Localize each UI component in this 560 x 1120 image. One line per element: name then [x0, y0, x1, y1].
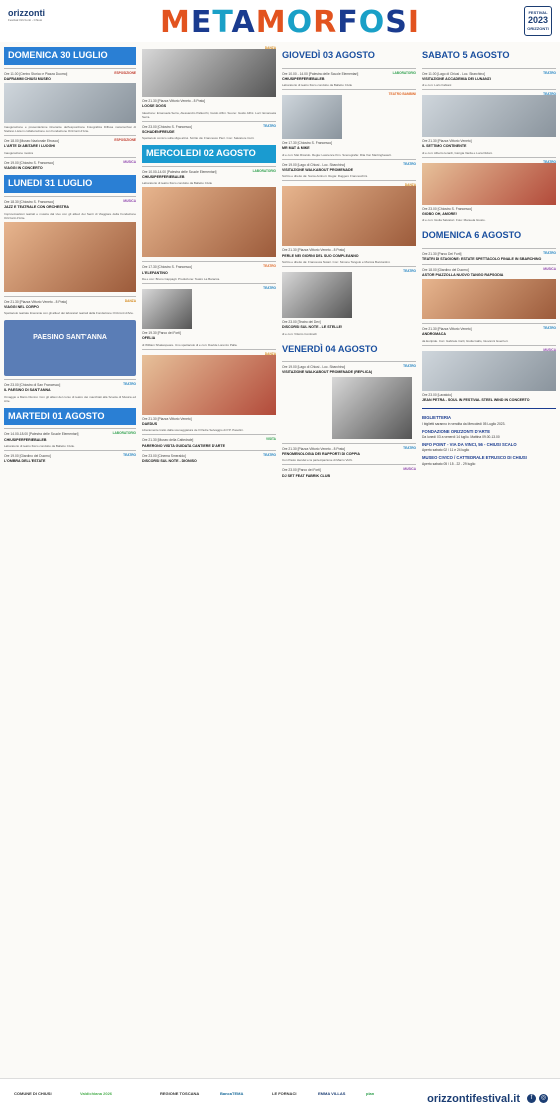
event-title: DAEDUS [142, 421, 158, 426]
event-category: MUSICA [123, 198, 136, 203]
event-photo [142, 355, 276, 415]
ticket-info [422, 408, 556, 465]
day-heading: MARTEDI 01 AGOSTO [4, 408, 136, 426]
event-title: JEAN PETRA - SOUL IN FESTIVAL STEEL WIND IN CONCERTO [422, 397, 530, 402]
event-category: ESPOSIZIONE [114, 70, 136, 75]
sponsor-logo: LE FORNACI [272, 1091, 297, 1096]
event-category: TEATRO BAMBINI [388, 92, 416, 97]
event-meta: Ore 21.30 [Parco Dei Forti] [422, 251, 462, 256]
event-meta: Ore 18.00 [Giardino del Duomo] [422, 267, 469, 272]
event-title: VIAGGI NEL CORPO [4, 304, 39, 309]
event-title: JAZZ E TEATRALE CON ORCHESTRA [4, 205, 70, 210]
event-category: TEATRO [403, 445, 416, 450]
event-description: Spettacolo comico sulla sfiga altrui. Scritto da: Francesco Pieri. Con: Salvatore Cutri. [142, 136, 255, 141]
event-category: ESPOSIZIONE [114, 138, 136, 143]
event-item[interactable] [422, 248, 556, 264]
event-item[interactable] [4, 135, 136, 157]
event-meta: Ore 21.30 [Museo della Cattedrale] [142, 438, 194, 443]
event-category: MUSICA [543, 347, 556, 352]
day-heading: DOMENICA 30 LUGLIO [4, 47, 136, 65]
event-category: MUSICA [543, 266, 556, 271]
event-meta: Ore 23.00 [Parco dei Forti] [282, 468, 321, 473]
ticket-heading: INFO POINT - VIA DA VINCI, 56 - CHIUSI SCALO [422, 442, 517, 448]
event-item[interactable] [4, 428, 136, 450]
event-title: VIAGGI IN CONCERTO [4, 165, 43, 170]
event-description: da Euripide. Con: Gabriele Carli, Giulia Gallo, Giovanni Guerrieri. [422, 338, 509, 343]
event-meta: Ore 21.30 [Piazza Vittorio Veneto - 8 Prato] [282, 248, 346, 253]
event-category: TEATRO [543, 92, 556, 97]
event-item[interactable] [282, 180, 416, 266]
event-title: LOOSE DOGS [142, 104, 167, 109]
event-description: Inaugurazione mostra [4, 150, 34, 155]
website-link[interactable]: orizzontifestival.it [427, 1093, 520, 1105]
event-description: Omaggio a Mario Dionisi. Con gli allievi del corso di teatro dei macchiati alla Scuola di Musica ed Arte. [4, 394, 136, 403]
event-category: TEATRO [543, 70, 556, 75]
festival-badge: FESTIVAL 2023 ORIZZONTI [524, 6, 552, 36]
event-title: PERLE NEI GIORNI DEL SUO COMPLEANNO [282, 253, 359, 258]
event-category: VISITA [265, 437, 276, 442]
event-title: CHIUSIPERFERIEBALEB [282, 76, 325, 81]
event-title: SCHADENFREUDE [142, 129, 175, 134]
event-category: TEATRO [543, 159, 556, 164]
event-description: Ideazione: Emanuela Serra, Alessandro Pallecchi, Guido Alfini. Suono: Guido Alfini. Luci: Emanuela Serra. [142, 110, 276, 119]
event-meta: Ore 10.00 - 14.00 [Palestra delle Scuole Elementari] [282, 71, 359, 76]
event-meta: Ore 21.30 [Piazza Vittorio Veneto - 8 Prato] [142, 99, 206, 103]
ticket-heading: MUSEO CIVICO / CATTEDRALE ETRUSCO DI CHIUSI [422, 455, 527, 461]
event-description: Scritto e diretto da: Francesca Notari. Con: Simone Tangolo e Monica Bucciantini. [282, 260, 391, 265]
event-title: DISCORSI SUL NOTE - DIONISO [142, 459, 197, 464]
sponsor-logo: plan [366, 1091, 375, 1096]
event-meta: Ore 23.00 [Chiostro S. Francesco] [142, 124, 193, 129]
day-heading: MERCOLEDI 02 AGOSTO [142, 145, 276, 163]
event-photo [332, 377, 412, 439]
event-category: TEATRO [263, 264, 276, 269]
event-description: di William Shakespeare. Uno spettacolo di e con: Davide Lorenzo Palla. [142, 342, 238, 347]
event-description: Laboratorio di teatro fisico condotto da Balletto Civile. [4, 444, 75, 449]
event-title: DAFRAMMI CHIUSI MUSEO [4, 76, 51, 81]
event-description: di e con: Vittorio Continelli [282, 331, 317, 336]
event-title: MR MAT & MIKE [282, 146, 310, 151]
event-description: Laboratorio di teatro fisico condotto da Balletto Civile [142, 181, 213, 186]
event-category: MUSICA [123, 159, 136, 164]
day-heading: SABATO 5 AGOSTO [422, 50, 510, 60]
sponsor-logo: COMUNE DI CHIUSI [14, 1091, 52, 1096]
event-title: DISCORSI SUL NOTE - LE STELLE! [282, 325, 343, 330]
event-item[interactable] [282, 68, 416, 90]
event-title: DJ SET FEAT FABRIK CLUB [282, 473, 331, 478]
event-photo [422, 163, 556, 205]
event-description: Scritto e diretto da: Sonia Antinori. Regia: Ruggero Franceschini. [282, 174, 368, 179]
event-category: LABORATORIO [392, 70, 416, 75]
event-category: TEATRO [263, 123, 276, 128]
event-description: Liberamente tratto dalla sceneggiatura de Il Padre Selvaggio di P.P. Pasolini. [142, 428, 244, 433]
event-item[interactable] [142, 283, 276, 349]
event-meta: Ore 19.30 [Parco dei Forti] [142, 331, 181, 336]
event-item[interactable] [142, 121, 276, 143]
event-category: TEATRO [543, 326, 556, 331]
event-category: LABORATORIO [252, 168, 276, 173]
event-item[interactable] [142, 44, 276, 121]
event-title: CHIUSIPERFERIEBALEB [4, 437, 47, 442]
event-photo [422, 279, 556, 319]
event-meta: Ore 23.00 [Chiostro di San Francesco] [4, 383, 61, 388]
event-item[interactable] [142, 261, 276, 283]
column-4 [422, 44, 556, 1074]
event-title: PARERONO VISITA GUIDATA CANTIERE D'ARTE [142, 443, 225, 448]
event-description: di e con: Mat Ricardo. Regia: Lawrence Kim. Scenografie: Rita Von Martinghewelt. [282, 152, 392, 157]
event-item[interactable] [282, 464, 416, 480]
event-item[interactable] [422, 157, 556, 225]
event-photo [4, 222, 136, 292]
event-meta: Ore 23.00 [Cinema Smeraldo] [142, 453, 186, 458]
column-1 [4, 44, 136, 1074]
event-meta: Ore 19.00 [Lago di Chiusi - Loc. Sbarchino] [282, 162, 346, 167]
event-meta: Ore 14.00-18.00 [Palestra delle Scuole Elementari] [4, 432, 79, 437]
event-description: Spettacolo teatrale itinerante con gli allievi dei laboratori teatrali della Fondazione Orizzonti d'Arte. [4, 311, 134, 316]
page-title: METAMORFOSI [160, 5, 420, 40]
event-description: Laboratorio di teatro fisico condotto da Balletto Civile [282, 83, 353, 88]
event-item[interactable] [282, 159, 416, 181]
event-item[interactable] [422, 345, 556, 405]
event-category: DANZA [124, 298, 136, 303]
event-photo [142, 187, 276, 257]
event-description: Inaugurazione e presentazione itinerante dell'esposizione Fotografica Diffusa metamorfosi di Stefano Lista in collaborazione con Fondazione Orizzonti d'Arte. [4, 125, 136, 134]
event-category: DANZA [264, 46, 276, 50]
event-title: IL SETTIMO CONTINENTE [422, 144, 467, 149]
event-meta: Ore 19.00 [Lago di Chiusi - Loc. Sbarchino] [282, 365, 346, 370]
event-item[interactable] [282, 361, 416, 443]
event-meta: Ore 21.30 [Piazza Vittorio Veneto] [142, 416, 192, 421]
event-photo [282, 95, 342, 139]
event-item[interactable] [4, 296, 136, 318]
event-category: TEATRO [263, 286, 276, 291]
event-photo [282, 272, 352, 318]
event-item[interactable] [282, 89, 416, 159]
event-category: TEATRO [123, 382, 136, 387]
event-title: VISITAZIONE WALKABOUT PROMENADE (REPLICA) [282, 370, 373, 375]
event-meta: Ore 23.00 [Chiostro S. Francesco] [422, 206, 473, 211]
event-meta: Ore 19.00 [Chiostro S. Francesco] [4, 160, 55, 165]
event-meta: Ore 23.00 [Teatro dei Dev] [282, 320, 321, 325]
event-title: L'ARTE DI ABITARE I LUOGHI [4, 144, 55, 149]
event-meta: Ore 10.00-14.00 [Palestra delle Scuole Elementari] [142, 169, 217, 174]
event-item[interactable] [422, 323, 556, 345]
festival-logo[interactable]: orizzonti Festival Orizzonti - Chiusi [8, 8, 45, 23]
event-title: OFELIA [142, 336, 156, 341]
ticket-text: Da lunedì 03 a venerdì 14 luglio. Mattina 09.00-13.00 [422, 434, 500, 439]
event-photo [142, 49, 276, 97]
event-meta: Ore 18.30 [Chiostro S. Francesco] [4, 199, 55, 204]
event-meta: Ore 21.30 [Piazza Vittorio Veneto - 8 Prato] [282, 446, 346, 451]
event-meta: Ore 11.00 [Lago di Chiusi - Loc. Sbarchino] [422, 71, 485, 76]
event-item[interactable] [4, 379, 136, 405]
event-meta: Ore 17.30 [Chiostro S. Francesco] [282, 141, 333, 146]
event-item[interactable] [142, 434, 276, 450]
event-item[interactable] [4, 196, 136, 296]
event-category: TEATRO [403, 364, 416, 369]
instagram-icon[interactable]: ◎ [540, 1095, 547, 1101]
event-category: MUSICA [403, 467, 416, 472]
day-heading: LUNEDI 31 LUGLIO [4, 175, 136, 193]
event-description: di e con: Giulia Salvatori. Foto: Manuela Giusto. [422, 218, 486, 223]
event-title: L'OMBRA DELL'ESTATE [4, 459, 46, 464]
event-item[interactable] [4, 68, 136, 136]
event-meta: Ore 17.30 [Chiostro S. Francesco] [142, 265, 193, 270]
ticket-text: I biglietti saranno in vendita da Mercoledì 05 Luglio 2023. [422, 421, 506, 426]
sponsor-footer [0, 1078, 560, 1120]
event-description: di e con: Loris Fabiani [422, 83, 452, 88]
festival-logo-sub: Festival Orizzonti - Chiusi [8, 18, 43, 23]
sponsor-logo: EMMA VILLAS [318, 1091, 346, 1096]
event-photo [282, 186, 416, 246]
event-description: di e con: Alberto Ierardi, Giorgia Varda e Luca Didoni. [422, 150, 493, 155]
event-photo [142, 289, 192, 329]
event-meta: Ore 19.00 [Giardino del Duomo] [4, 454, 51, 459]
ticket-text: Aperto sabato 02 / 11 e 24 luglio [422, 448, 470, 453]
ticket-heading: BIGLIETTERIA [422, 415, 452, 421]
event-item[interactable] [282, 266, 416, 338]
event-title: FENOMENOLOGIA DEI RAPPORTI DI COPPIA [282, 451, 360, 456]
event-description: Da e con: Bruno Cappagli. Produzione: Teatro La Baracca. [142, 277, 220, 282]
event-title: L'ELEFANTINO [142, 270, 168, 275]
event-category: TEATRO [403, 161, 416, 166]
event-item[interactable] [4, 450, 136, 466]
column-3 [282, 44, 416, 1074]
event-item[interactable] [142, 166, 276, 262]
event-title: CHIUSIPERFERIEBALEB [142, 174, 185, 179]
sponsor-logo: REGIONE TOSCANA [160, 1091, 200, 1096]
event-photo [422, 95, 556, 137]
event-category: LABORATORIO [112, 431, 136, 436]
event-title: TEATRI DI STAGIONE: ESTATE SPETTACOLO FINALE IN SBARCHINO [422, 257, 542, 262]
event-title: ASTOR PIAZZOLLA NUOVO TANGO RAPSODIA [422, 272, 504, 277]
event-description: Con Paolo Hendel e la partecipazione di Marco Vichi. [282, 458, 353, 463]
event-meta: Ore 21.30 [Piazza Vittorio Veneto - 8 Prato] [4, 299, 68, 304]
event-item[interactable] [142, 349, 276, 435]
day-heading: VENERDÌ 04 AGOSTO [282, 343, 378, 354]
event-description: Improvvisazioni teatrali e musica dal vivo con gli allievi dei Senti di Viaggiare della Fondazione Orizzonti d'Arte. [4, 211, 136, 220]
event-category: TEATRO [403, 269, 416, 274]
event-photo [4, 83, 136, 123]
event-meta: Ore 23.00 [Lavatoio] [422, 392, 452, 397]
event-meta: Ore 21.30 [Piazza Vittorio Veneto] [422, 327, 472, 332]
event-category: DANZA [264, 351, 276, 356]
event-category: TEATRO [543, 250, 556, 255]
event-meta: Ore 11.00 [Centro Storico e Piazza Duomo] [4, 71, 68, 76]
day-heading: DOMENICA 6 AGOSTO [422, 230, 522, 241]
sponsor-logo: Valdichiana 2026 [80, 1091, 113, 1096]
facebook-icon[interactable]: f [527, 1094, 536, 1103]
ticket-text: Aperto sabato 05 / 15 - 22 - 29 luglio [422, 461, 476, 466]
event-meta: Ore 18.00 [Museo Nazionale Etrusco] [4, 139, 59, 144]
event-category: DANZA [404, 183, 416, 188]
event-title: GIOBO OH, AMORE! [422, 211, 457, 216]
event-title: VISITAZIONE WALKABOUT PROMENADE [282, 167, 354, 172]
event-title: ANDROMACA [422, 332, 446, 337]
day-heading: GIOVEDÌ 03 AGOSTO [282, 50, 375, 60]
column-2 [142, 44, 276, 1074]
event-item[interactable] [422, 264, 556, 324]
event-item[interactable] [422, 68, 556, 90]
event-item[interactable] [282, 443, 416, 465]
event-meta: Ore 21.30 [Piazza Vittorio Veneto] [422, 139, 472, 144]
event-item[interactable] [422, 89, 556, 157]
ticket-heading: FONDAZIONE ORIZZONTI D'ARTE [422, 428, 490, 434]
event-category: TEATRO [263, 452, 276, 457]
event-photo [422, 351, 556, 391]
event-item[interactable] [142, 450, 276, 466]
event-poster: PAESINO SANT'ANNA [4, 320, 136, 376]
header [0, 0, 560, 42]
sponsor-logo: BancaTEMA [220, 1091, 244, 1096]
event-title: IL PAESINO DI SANT'ANNA [4, 388, 51, 393]
event-category: TEATRO [123, 453, 136, 458]
event-item[interactable] [4, 157, 136, 173]
event-title: VISITAZIONE ACCADEMIA DEI LUNANZI [422, 76, 491, 81]
